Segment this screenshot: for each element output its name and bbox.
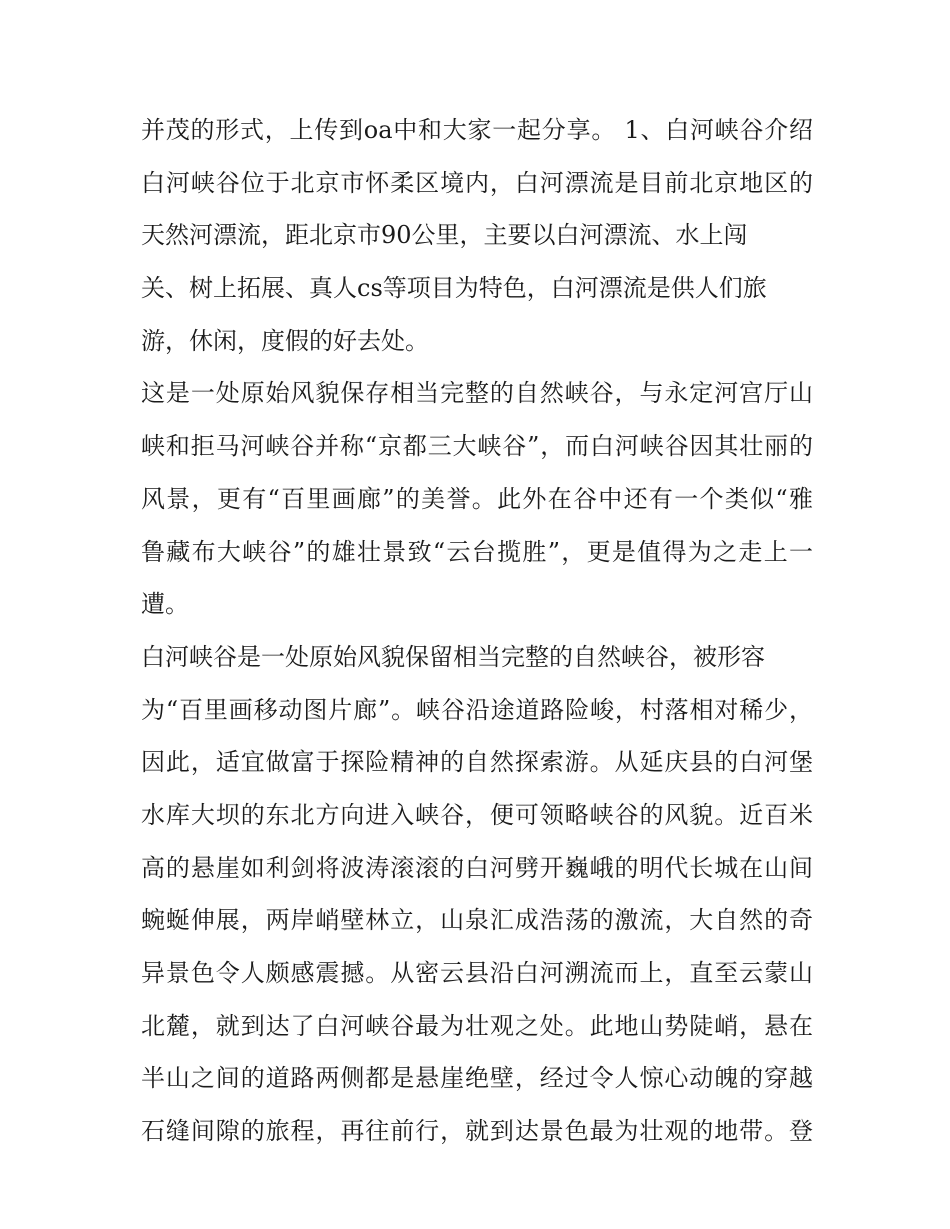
document-body <box>141 104 813 1158</box>
text-line: 遭。 <box>141 590 189 619</box>
paragraph-canyon-details <box>141 631 813 1158</box>
text-line: 鲁藏布大峡谷”的雄壮景致“云台揽胜”，更是值得为之走上一 <box>141 537 813 566</box>
text-line: 因此，适宜做富于探险精神的自然探索游。从延庆县的白河堡 <box>141 748 813 777</box>
text-line: 游，休闲，度假的好去处。 <box>141 326 429 355</box>
text-line: 蜿蜒伸展，两岸峭壁林立，山泉汇成浩荡的激流，大自然的奇 <box>141 906 813 935</box>
text-line: 北麓，就到达了白河峡谷最为壮观之处。此地山势陡峭，悬在 <box>141 1011 813 1040</box>
text-line: 高的悬崖如利剑将波涛滚滚的白河劈开巍峨的明代长城在山间 <box>141 853 813 882</box>
text-line: 异景色令人颇感震撼。从密云县沿白河溯流而上，直至云蒙山 <box>141 959 813 987</box>
paragraph-canyon-fame <box>141 367 813 630</box>
text-line: 这是一处原始风貌保存相当完整的自然峡谷，与永定河宫厅山 <box>141 379 813 408</box>
paragraph-intro <box>141 104 813 367</box>
text-line: 石缝间隙的旅程，再往前行，就到达景色最为壮观的地带。登 <box>141 1117 813 1146</box>
text-line: 并茂的形式，上传到oa中和大家一起分享。 1、白河峡谷介绍 <box>141 116 813 144</box>
text-line: 白河峡谷是一处原始风貌保留相当完整的自然峡谷，被形容 <box>141 642 765 671</box>
text-line: 天然河漂流，距北京市90公里，主要以白河漂流、水上闯 <box>141 221 748 250</box>
text-line: 关、树上拓展、真人cs等项目为特色，白河漂流是供人们旅 <box>141 274 767 303</box>
text-line: 风景，更有“百里画廊”的美誉。此外在谷中还有一个类似“雅 <box>141 484 813 513</box>
text-line: 水库大坝的东北方向进入峡谷，便可领略峡谷的风貌。近百米 <box>141 800 813 829</box>
text-line: 白河峡谷位于北京市怀柔区境内，白河漂流是目前北京地区的 <box>141 168 813 197</box>
text-line: 为“百里画移动图片廊”。峡谷沿途道路险峻，村落相对稀少， <box>141 695 813 724</box>
text-line: 峡和拒马河峡谷并称“京都三大峡谷”，而白河峡谷因其壮丽的 <box>141 432 813 461</box>
text-line: 半山之间的道路两侧都是悬崖绝壁，经过令人惊心动魄的穿越 <box>141 1064 813 1093</box>
